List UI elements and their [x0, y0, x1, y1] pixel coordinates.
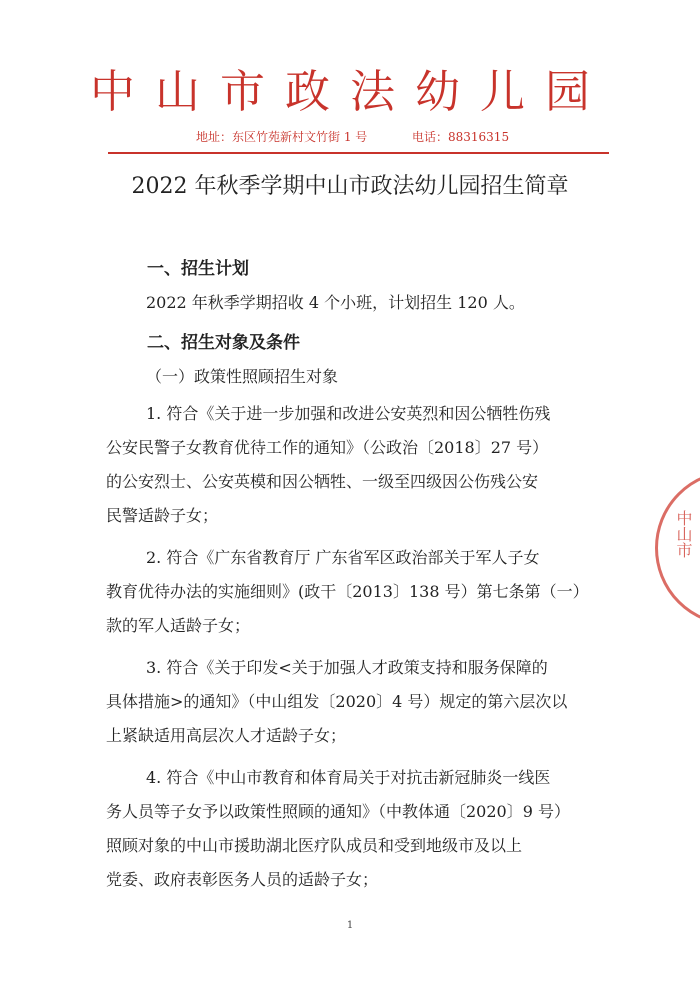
document-title: 2022 年秋季学期中山市政法幼儿园招生简章 [131, 174, 569, 199]
section-heading-eligibility: 二、招生对象及条件 [147, 333, 300, 353]
letterhead-address: 地址：东区竹苑新村文竹街 1 号 [196, 130, 368, 144]
section-plan-body [106, 286, 616, 320]
letterhead-divider [108, 152, 609, 154]
letterhead-phone: 电话：88316315 [412, 130, 510, 144]
item-line: 具体措施>的通知》（中山组发〔2020〕4 号）规定的第六层次以 [106, 692, 568, 711]
item-line: 党委、政府表彰医务人员的适龄子女； [106, 870, 379, 889]
page-number: 1 [346, 920, 354, 931]
subsection-title: （一）政策性照顾招生对象 [146, 367, 339, 386]
letterhead-title: 中山市政法幼儿园 [89, 65, 610, 118]
item-line: 上紧缺适用高层次人才适龄子女； [106, 726, 347, 745]
item-line: 款的军人适龄子女； [106, 616, 251, 635]
item-line: 公安民警子女教育优待工作的通知》（公政治〔2018〕27 号） [106, 438, 549, 457]
list-item-3 [106, 651, 616, 753]
item-line: 4. 符合《中山市教育和体育局关于对抗击新冠肺炎一线医 [146, 768, 551, 787]
section-heading-plan: 一、招生计划 [147, 259, 249, 279]
list-item-2 [106, 541, 616, 643]
item-line: 照顾对象的中山市援助湖北医疗队成员和受到地级市及以上 [106, 836, 523, 855]
seal-text: 中山市 [674, 510, 693, 558]
item-line: 教育优待办法的实施细则》(政干〔2013〕138 号）第七条第（一） [106, 582, 589, 601]
plan-text: 2022 年秋季学期招收 4 个小班，计划招生 120 人。 [146, 293, 525, 312]
item-line: 民警适龄子女； [106, 506, 219, 525]
item-line: 2. 符合《广东省教育厅 广东省军区政治部关于军人子女 [146, 548, 540, 567]
list-item-1 [106, 397, 616, 533]
item-line: 1. 符合《关于进一步加强和改进公安英烈和因公牺牲伤残 [146, 404, 551, 423]
item-line: 务人员等子女予以政策性照顾的通知》（中教体通〔2020〕9 号） [106, 802, 570, 821]
item-line: 3. 符合《关于印发<关于加强人才政策支持和服务保障的 [146, 658, 548, 677]
subsection-policy [106, 360, 616, 394]
list-item-4 [106, 761, 616, 897]
letterhead-contact-row [0, 126, 700, 146]
item-line: 的公安烈士、公安英模和因公牺牲、一级至四级因公伤残公安 [106, 472, 539, 491]
